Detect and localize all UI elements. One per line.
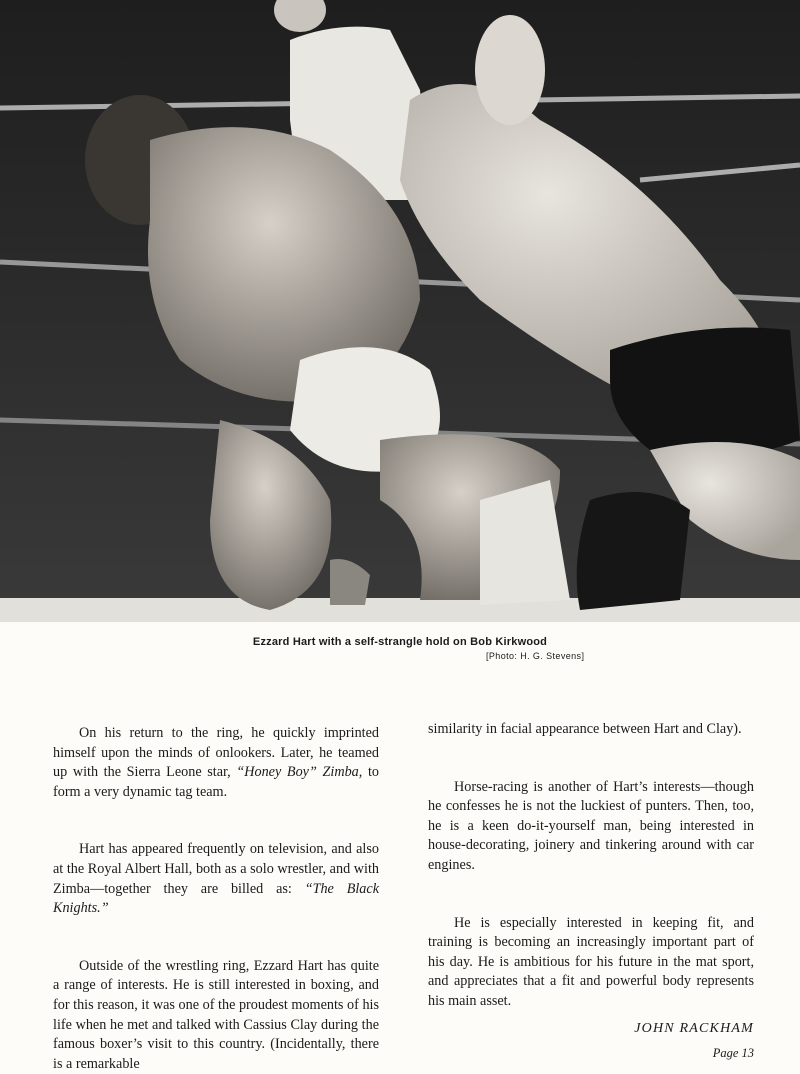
article-column-right <box>428 720 754 1012</box>
paragraph: Outside of the wrestling ring, Ezzard Hart has quite a range of interests. He is still interested in boxing, and for this reason, it was one of the proudest moments of his life when he met and talked with Cassius Clay during the famous boxer’s visit to this country. (Incidentally, there is a remarkable <box>53 957 379 1072</box>
author-name: JOHN RACKHAM <box>634 1021 754 1036</box>
paragraph: similarity in facial appearance between Hart and Clay). <box>428 721 742 737</box>
article-column-left <box>53 724 379 1074</box>
paragraph: On his return to the ring, he quickly imprinted himself upon the minds of onlookers. Later, he teamed up with the Sierra Leone star, “Honey Boy” Zimba, to form a very dynamic tag team. <box>53 725 379 800</box>
page-number: Page 13 <box>712 1046 754 1060</box>
paragraph: Horse-racing is another of Hart’s interests—though he confesses he is not the luckiest of punters. Then, too, he is a keen do-it-yourself man, being interested in house-decorating, joinery and tinkering around with car engines. <box>428 778 754 873</box>
photo-caption: Ezzard Hart with a self-strangle hold on Bob Kirkwood <box>252 636 548 648</box>
paragraph: Hart has appeared frequently on television, and also at the Royal Albert Hall, both as a solo wrestler, and with Zimba—together they are billed as: “The Black Knights.” <box>53 841 379 917</box>
photo-credit: [Photo: H. G. Stevens] <box>486 651 585 661</box>
paragraph: He is especially interested in keeping fit, and training is becoming an increasingly important part of his day. He is ambitious for his future in the mat sport, and appreciates that a fit and powerful body represents his main asset. <box>428 914 754 1009</box>
